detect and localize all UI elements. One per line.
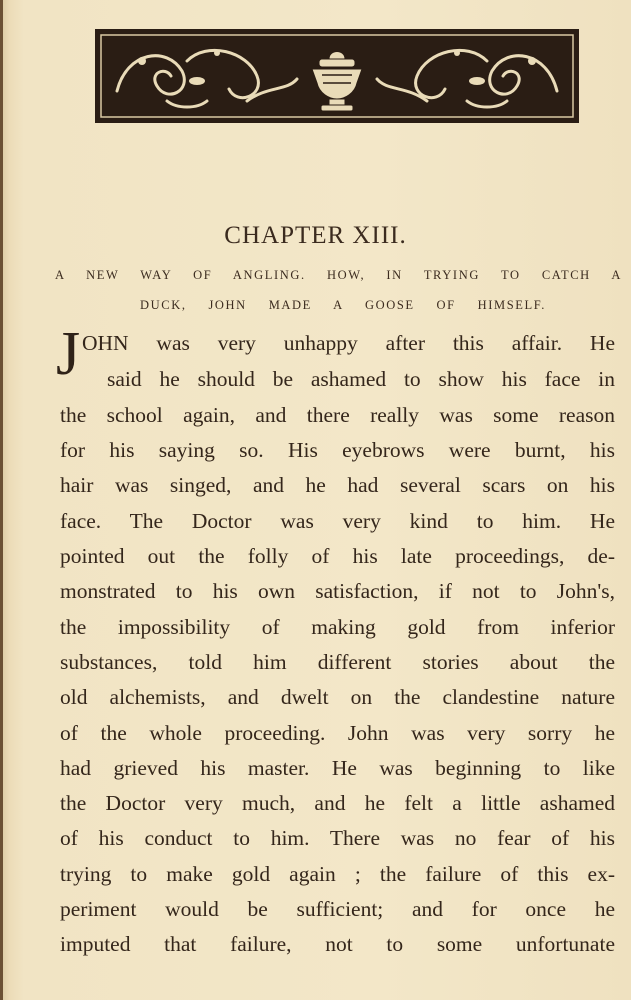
text-line-1: OHN was very unhappy after this affair. He (82, 331, 615, 355)
ornamental-headpiece (95, 29, 579, 123)
chapter-subtitle-line-1: A NEW WAY OF ANGLING. HOW, IN TRYING TO CATCH A (55, 268, 622, 282)
text-line-8: monstrated to his own satisfaction, if not to John's, (60, 579, 615, 603)
text-line-5: hair was singed, and he had several scars on his (60, 473, 615, 497)
text-line-3: the school again, and there really was some reason (60, 403, 615, 427)
text-line-18: imputed that failure, not to some unfortunate (60, 932, 615, 956)
ornament-urn-icon (97, 31, 577, 121)
chapter-title: CHAPTER XIII. (224, 222, 407, 249)
text-line-9: the impossibility of making gold from inferior (60, 615, 615, 639)
page-edge (0, 0, 3, 1000)
text-line-15: of his conduct to him. There was no fear of his (60, 826, 615, 850)
text-line-11: old alchemists, and dwelt on the clandestine nature (60, 685, 615, 709)
text-line-17: periment would be sufficient; and for once he (60, 897, 615, 921)
text-line-6: face. The Doctor was very kind to him. He (60, 509, 615, 533)
text-line-7: pointed out the folly of his late proceedings, de- (60, 544, 615, 568)
text-line-12: of the whole proceeding. John was very sorry he (60, 721, 615, 745)
text-line-4: for his saying so. His eyebrows were burnt, his (60, 438, 615, 462)
text-line-14: the Doctor very much, and he felt a little ashamed (60, 791, 615, 815)
drop-cap: J (56, 320, 81, 388)
chapter-subtitle-line-2: DUCK, JOHN MADE A GOOSE OF HIMSELF. (140, 298, 546, 312)
text-line-10: substances, told him different stories about the (60, 650, 615, 674)
text-line-13: had grieved his master. He was beginning to like (60, 756, 615, 780)
text-line-2: said he should be ashamed to show his face in (107, 367, 615, 391)
text-line-16: trying to make gold again ; the failure of this ex- (60, 862, 615, 886)
